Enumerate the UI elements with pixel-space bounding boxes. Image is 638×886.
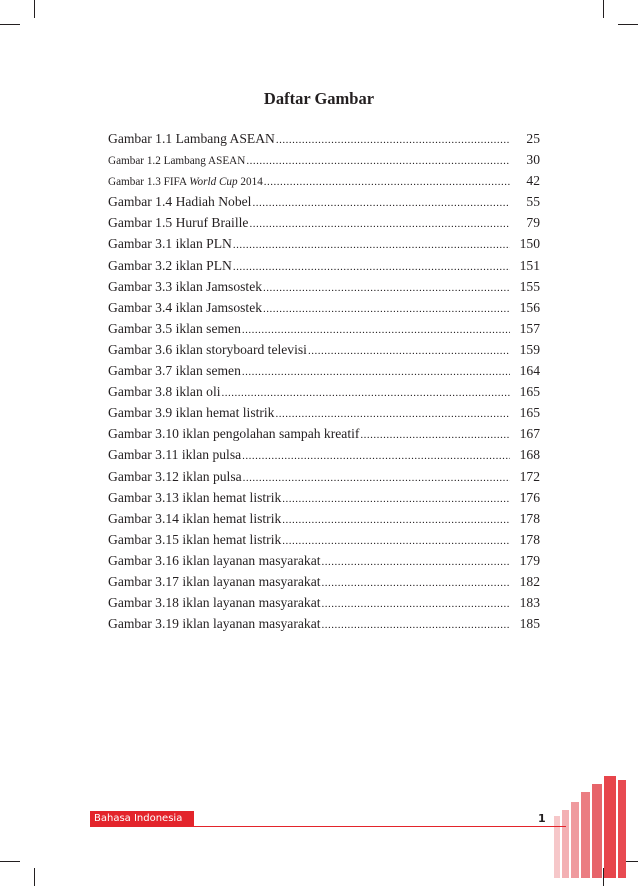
figure-list-item xyxy=(108,405,540,426)
figure-caption: Gambar 3.2 iklan PLN xyxy=(108,257,232,273)
figure-caption: Gambar 3.19 iklan layanan masyarakat xyxy=(108,616,321,632)
figure-list-item xyxy=(108,152,540,173)
figure-page-number: 157 xyxy=(519,320,540,336)
crop-mark-bottom-left-v xyxy=(34,868,35,886)
figure-list-item xyxy=(108,215,540,236)
dot-leader xyxy=(233,261,510,273)
figure-list xyxy=(108,131,540,637)
figure-page-number: 178 xyxy=(519,531,540,547)
figure-page-number: 179 xyxy=(519,552,540,568)
decorative-stripes xyxy=(552,776,626,878)
dot-leader xyxy=(242,324,510,336)
figure-page-number: 165 xyxy=(519,405,540,421)
crop-mark-top-left-h xyxy=(0,24,20,25)
figure-caption: Gambar 3.9 iklan hemat listrik xyxy=(108,405,275,421)
figure-page-number: 55 xyxy=(526,194,540,210)
figure-page-number: 42 xyxy=(526,173,540,189)
dot-leader xyxy=(242,366,510,378)
figure-list-item xyxy=(108,595,540,616)
figure-caption: Gambar 3.18 iklan layanan masyarakat xyxy=(108,595,321,611)
figure-page-number: 185 xyxy=(519,616,540,632)
figure-caption: Gambar 3.17 iklan layanan masyarakat xyxy=(108,573,321,589)
figure-list-item xyxy=(108,279,540,300)
crop-mark-top-right-h xyxy=(618,24,638,25)
figure-page-number: 182 xyxy=(519,573,540,589)
figure-caption: Gambar 3.1 iklan PLN xyxy=(108,236,232,252)
figure-caption xyxy=(108,176,263,188)
dot-leader xyxy=(360,429,510,441)
footer-rule xyxy=(194,826,566,827)
figure-list-item xyxy=(108,321,540,342)
figure-page-number: 30 xyxy=(526,152,540,168)
crop-mark-bottom-left-h xyxy=(0,861,20,862)
figure-caption: Gambar 1.2 Lambang ASEAN xyxy=(108,155,246,168)
figure-list-item xyxy=(108,363,540,384)
dot-leader xyxy=(222,387,510,399)
figure-page-number: 165 xyxy=(519,384,540,400)
figure-caption: Gambar 3.6 iklan storyboard televisi xyxy=(108,341,307,357)
figure-list-item xyxy=(108,574,540,595)
figure-caption: Gambar 3.16 iklan layanan masyarakat xyxy=(108,552,321,568)
figure-caption: Gambar 3.7 iklan semen xyxy=(108,363,241,379)
dot-leader xyxy=(275,408,510,420)
figure-caption: Gambar 3.10 iklan pengolahan sampah kreatif xyxy=(108,426,360,442)
figure-caption: Gambar 3.4 iklan Jamsostek xyxy=(108,299,263,315)
figure-list-item xyxy=(108,426,540,447)
dot-leader xyxy=(263,282,510,294)
figure-list-item xyxy=(108,469,540,490)
figure-list-item xyxy=(108,173,540,194)
dot-leader xyxy=(264,176,510,188)
dot-leader xyxy=(282,514,510,526)
figure-list-item xyxy=(108,490,540,511)
figure-caption: Gambar 3.15 iklan hemat listrik xyxy=(108,531,282,547)
figure-page-number: 159 xyxy=(519,341,540,357)
figure-list-item xyxy=(108,342,540,363)
footer-bar xyxy=(90,811,566,827)
dot-leader xyxy=(322,598,510,610)
dot-leader xyxy=(308,345,510,357)
dot-leader xyxy=(233,239,510,251)
figure-list-item xyxy=(108,447,540,468)
figure-caption: Gambar 3.11 iklan pulsa xyxy=(108,447,242,463)
dot-leader xyxy=(282,493,510,505)
figure-page-number: 178 xyxy=(519,510,540,526)
figure-caption: Gambar 1.1 Lambang ASEAN xyxy=(108,131,275,146)
figure-page-number: 168 xyxy=(519,447,540,463)
figure-caption: Gambar 1.4 Hadiah Nobel xyxy=(108,194,252,210)
dot-leader xyxy=(282,535,510,547)
figure-page-number: 155 xyxy=(519,278,540,294)
figure-caption: Gambar 3.3 iklan Jamsostek xyxy=(108,278,263,294)
figure-list-item xyxy=(108,384,540,405)
figure-caption: Gambar 3.12 iklan pulsa xyxy=(108,468,242,484)
figure-list-item xyxy=(108,194,540,215)
figure-list-item xyxy=(108,511,540,532)
figure-page-number: 151 xyxy=(519,257,540,273)
figure-list-item xyxy=(108,300,540,321)
dot-leader xyxy=(246,155,510,167)
figure-page-number: 79 xyxy=(526,215,540,231)
dot-leader xyxy=(322,556,510,568)
figure-page-number: 167 xyxy=(519,426,540,442)
figure-caption-suffix: 2014 xyxy=(237,176,263,189)
dot-leader xyxy=(276,134,510,146)
figure-caption: Gambar 3.5 iklan semen xyxy=(108,320,241,336)
dot-leader xyxy=(242,450,510,462)
dot-leader xyxy=(322,619,510,631)
dot-leader xyxy=(322,577,510,589)
page-title: Daftar Gambar xyxy=(263,89,375,108)
figure-list-item xyxy=(108,553,540,574)
page-number: 1 xyxy=(538,812,546,825)
figure-page-number: 150 xyxy=(519,236,540,252)
figure-list-item xyxy=(108,131,540,152)
figure-page-number: 25 xyxy=(526,131,540,146)
crop-mark-top-right-v xyxy=(603,0,604,18)
figure-caption-prefix: Gambar 1.3 FIFA xyxy=(108,176,190,189)
figure-caption-italic: World Cup xyxy=(189,176,238,189)
figure-page-number: 156 xyxy=(519,299,540,315)
figure-caption: Gambar 1.5 Huruf Braille xyxy=(108,215,249,231)
figure-list-item xyxy=(108,258,540,279)
figure-caption: Gambar 3.14 iklan hemat listrik xyxy=(108,510,282,526)
figure-list-item xyxy=(108,616,540,637)
figure-page-number: 183 xyxy=(519,595,540,611)
figure-page-number: 176 xyxy=(519,489,540,505)
footer-title-band xyxy=(90,811,194,827)
figure-caption: Gambar 3.8 iklan oli xyxy=(108,384,221,400)
footer-book-title: Bahasa Indonesia xyxy=(94,813,183,824)
figure-list-item xyxy=(108,532,540,553)
dot-leader xyxy=(249,218,510,230)
figure-page-number: 164 xyxy=(519,363,540,379)
figure-page-number: 172 xyxy=(519,468,540,484)
figure-caption: Gambar 3.13 iklan hemat listrik xyxy=(108,489,282,505)
dot-leader xyxy=(243,472,510,484)
dot-leader xyxy=(263,303,510,315)
dot-leader xyxy=(252,197,510,209)
crop-mark-top-left-v xyxy=(34,0,35,18)
figure-list-item xyxy=(108,236,540,257)
